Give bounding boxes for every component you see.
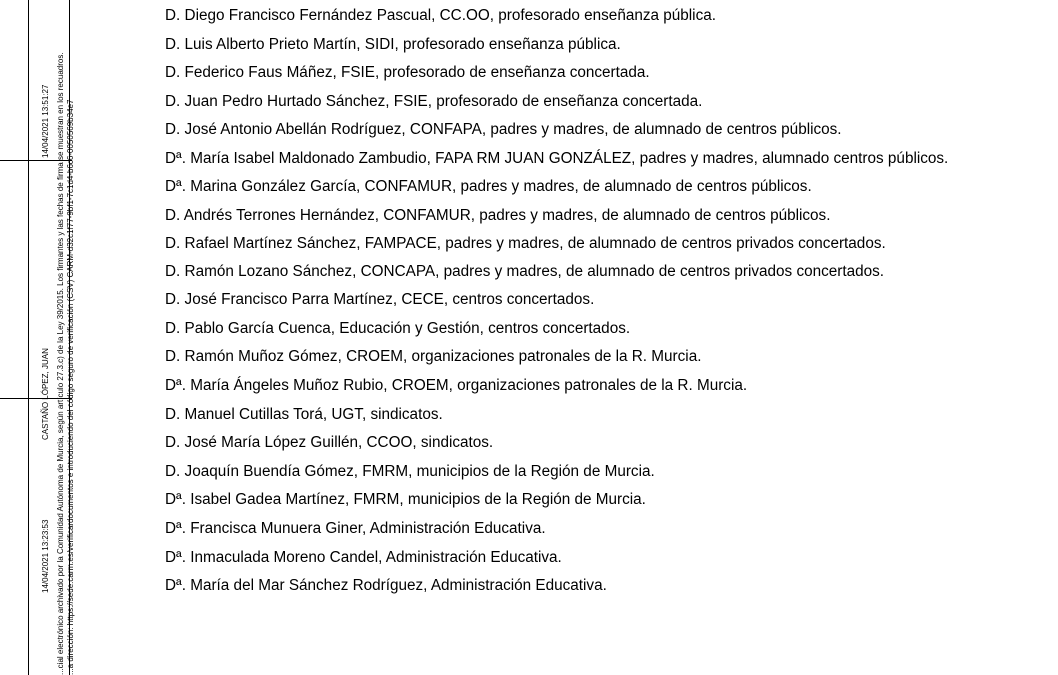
member-entry: D. Juan Pedro Hurtado Sánchez, FSIE, profesorado de enseñanza concertada.	[165, 92, 703, 110]
member-entry: Dª. María del Mar Sánchez Rodríguez, Administración Educativa.	[165, 577, 607, 595]
member-entry: D. José María López Guillén, CCOO, sindicatos.	[165, 434, 494, 452]
member-entry: Dª. María Isabel Maldonado Zambudio, FAPA RM JUAN GONZÁLEZ, padres y madres, alumnado centros públicos.	[165, 149, 949, 167]
signature-date-bottom: 14/04/2021 13:23:53	[41, 519, 50, 593]
member-entry: Dª. Francisca Munuera Giner, Administración Educativa.	[165, 519, 546, 537]
member-entry: D. Diego Francisco Fernández Pascual, CC.OO, profesorado enseñanza pública.	[165, 7, 716, 24]
member-entry: D. Andrés Terrones Hernández, CONFAMUR, padres y madres, de alumnado de centros públicos.	[165, 206, 831, 224]
member-entry: D. Pablo García Cuenca, Educación y Gestión, centros concertados.	[165, 319, 631, 337]
member-entry: D. Luis Alberto Prieto Martín, SIDI, profesorado enseñanza pública.	[165, 35, 621, 53]
member-entry: D. Ramón Muñoz Gómez, CROEM, organizaciones patronales de la R. Murcia.	[165, 348, 702, 366]
signature-date-top: 14/04/2021 13:51:27	[41, 84, 50, 158]
member-entry: D. Manuel Cutillas Torá, UGT, sindicatos.	[165, 405, 443, 423]
member-entry: Dª. Marina González García, CONFAMUR, padres y madres, de alumnado de centros públicos.	[165, 177, 812, 195]
member-entry: D. Federico Faus Máñez, FSIE, profesorado de enseñanza concertada.	[165, 64, 650, 82]
member-entry: Dª. Inmaculada Moreno Candel, Administración Educativa.	[165, 548, 562, 566]
document-body	[165, 2, 963, 601]
member-entry: D. Ramón Lozano Sánchez, CONCAPA, padres y madres, de alumnado de centros privados concertados.	[165, 263, 885, 281]
legal-notice-line-1: ...cial electrónico archivado por la Comunidad Autónoma de Murcia, según artículo 27.3.c) de la Ley 39/2015. Los firmantes y las fechas de firma se muestran en los recuadros.	[56, 52, 65, 675]
member-entry: Dª. María Ángeles Muñoz Rubio, CROEM, organizaciones patronales de la R. Murcia.	[165, 376, 748, 394]
member-entry: D. Joaquín Buendía Gómez, FMRM, municipios de la Región de Murcia.	[165, 462, 655, 480]
signer-name: CASTAÑO LÓPEZ, JUAN	[41, 348, 50, 440]
member-entry: D. José Antonio Abellán Rodríguez, CONFAPA, padres y madres, de alumnado de centros públicos.	[165, 121, 842, 139]
member-entry: D. José Francisco Parra Martínez, CECE, centros concertados.	[165, 291, 595, 309]
legal-notice-line-2: ...a dirección: https://sede.carm.es/verificardocumentos e introduciendo del código seguro de verificación (CSV) CARM-d32c1f77-9bf1-7c1d4-b6c6-0050569b34e7	[66, 99, 75, 675]
member-entry: Dª. Isabel Gadea Martínez, FMRM, municipios de la Región de Murcia.	[165, 491, 646, 509]
member-entry: D. Rafael Martínez Sánchez, FAMPACE, padres y madres, de alumnado de centros privados concertados.	[165, 235, 886, 253]
